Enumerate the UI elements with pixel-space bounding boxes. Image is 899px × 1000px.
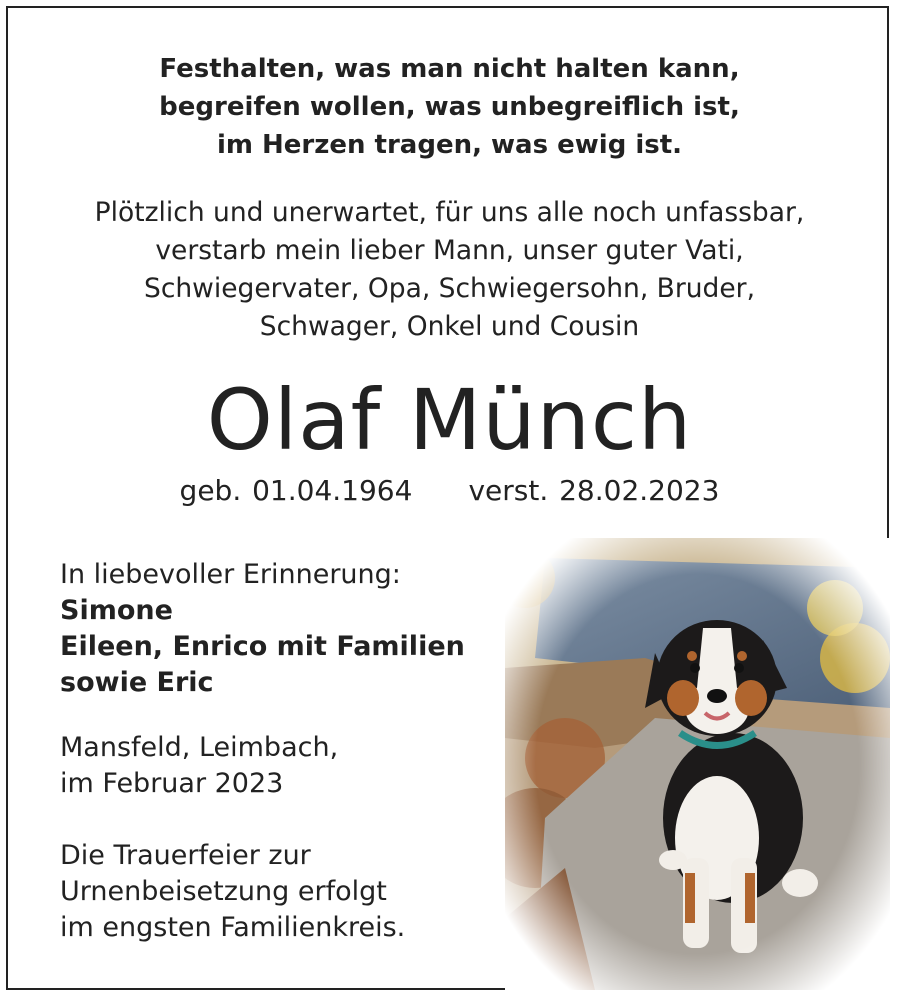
deceased-name: Olaf Münch — [206, 371, 693, 469]
intro-line: verstarb mein lieber Mann, unser guter Vati, — [155, 235, 744, 266]
mourner-name: sowie Eric — [60, 667, 214, 698]
place-line: im Februar 2023 — [60, 768, 284, 799]
motto-line: Festhalten, was man nicht halten kann, — [159, 54, 740, 84]
dog-photo — [505, 538, 890, 990]
motto-line: im Herzen tragen, was ewig ist. — [216, 130, 683, 160]
mourner-name: Eileen, Enrico mit Familien — [60, 631, 465, 662]
intro-line: Schwager, Onkel und Cousin — [259, 311, 640, 342]
intro-text — [0, 194, 899, 346]
intro-line: Plötzlich und unerwartet, für uns alle noch unfassbar, — [94, 197, 805, 228]
funeral-line: Die Trauerfeier zur — [60, 840, 311, 871]
funeral-line: Urnenbeisetzung erfolgt — [60, 876, 387, 907]
birth-date: geb. 01.04.1964 — [179, 474, 413, 507]
mourner-name: Simone — [60, 595, 173, 626]
life-dates — [0, 472, 899, 510]
place-line: Mansfeld, Leimbach, — [60, 732, 339, 763]
funeral-info-block — [60, 838, 405, 946]
place-date-block — [60, 730, 338, 802]
funeral-line: im engsten Familienkreis. — [60, 912, 406, 943]
death-date: verst. 28.02.2023 — [468, 474, 720, 507]
motto — [0, 50, 899, 164]
intro-line: Schwiegervater, Opa, Schwiegersohn, Bruder, — [144, 273, 755, 304]
motto-line: begreifen wollen, was unbegreiflich ist, — [159, 92, 740, 122]
remembrance-label: In liebevoller Erinnerung: — [60, 559, 401, 590]
mourners-block — [60, 557, 465, 701]
